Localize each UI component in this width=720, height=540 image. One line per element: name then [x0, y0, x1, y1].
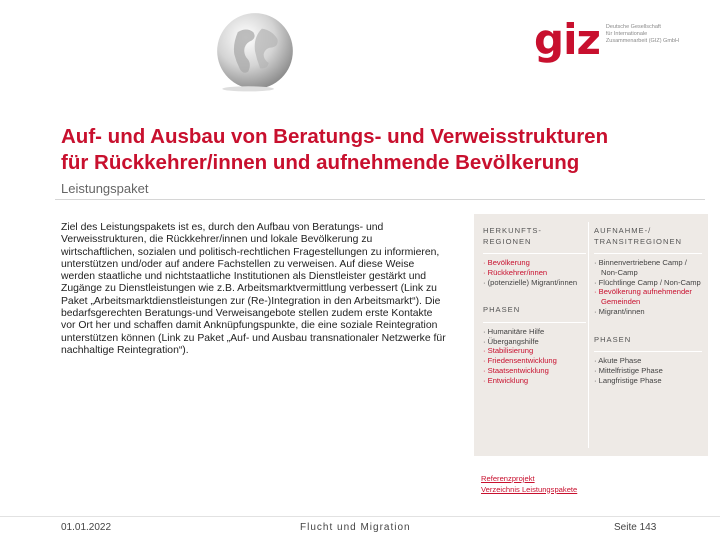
transit-phases-heading: PHASEN: [594, 334, 632, 344]
list-item: · Bevölkerung aufnehmender Gemeinden: [594, 287, 702, 307]
list-item: · Flüchtlinge Camp / Non-Camp: [594, 278, 702, 288]
transit-phases-list: [594, 356, 702, 385]
column-divider: [594, 253, 702, 254]
list-item: · Staatsentwicklung: [483, 366, 586, 376]
footer-divider: [0, 516, 720, 517]
title-line-2: für Rückkehrer/innen und aufnehmende Bevölkerung: [61, 151, 580, 174]
column-divider: [594, 351, 702, 352]
list-item: · Entwicklung: [483, 376, 586, 386]
reference-project-link[interactable]: Referenzprojekt: [481, 474, 535, 483]
links: [481, 474, 577, 495]
footer-date: 01.01.2022: [61, 522, 112, 533]
page-title: [61, 124, 711, 176]
list-item: · Langfristige Phase: [594, 376, 702, 386]
logo-line-3: Zusammenarbeit (GIZ) GmbH: [605, 38, 679, 44]
giz-logo: [534, 15, 679, 64]
logo-line-1: Deutsche Gesellschaft: [605, 24, 661, 30]
list-item: · Akute Phase: [594, 356, 702, 366]
list-item: · (potenzielle) Migrant/innen: [483, 278, 586, 288]
origin-phases-heading: PHASEN: [483, 305, 521, 315]
list-item: · Stabilisierung: [483, 346, 586, 356]
logo-mark: giz: [534, 15, 600, 64]
logo-text: [606, 24, 678, 45]
list-item: · Binnenvertriebene Camp / Non-Camp: [594, 258, 702, 278]
column-separator: [588, 222, 589, 448]
title-line-1: Auf- und Ausbau von Beratungs- und Verweisstrukturen: [61, 125, 609, 148]
transit-regions-heading: AUFNAHME-/ TRANSITREGIONEN: [594, 226, 682, 246]
list-item: · Bevölkerung: [483, 258, 586, 268]
column-divider: [483, 253, 586, 254]
footer-topic: Flucht und Migration: [300, 522, 411, 533]
list-item: · Migrant/innen: [594, 307, 702, 317]
package-index-link[interactable]: Verzeichnis Leistungspakete: [481, 484, 578, 494]
column-divider: [483, 322, 586, 323]
list-item: · Humanitäre Hilfe: [483, 327, 586, 337]
origin-regions-list: [483, 258, 586, 287]
divider: [55, 199, 705, 200]
list-item: · Friedensentwicklung: [483, 356, 586, 366]
info-box: [474, 214, 708, 456]
logo-line-2: für Internationale: [605, 31, 648, 37]
list-item: · Rückkehrer/innen: [483, 268, 586, 278]
transit-regions-list: [594, 258, 702, 317]
list-item: · Übergangshilfe: [483, 337, 586, 347]
origin-regions-column: [483, 214, 586, 386]
transit-regions-column: [594, 214, 702, 386]
origin-phases-list: [483, 327, 586, 386]
page-subtitle: Leistungspaket: [61, 181, 149, 196]
footer-page-number: Seite 143: [614, 522, 657, 533]
list-item: · Mittelfristige Phase: [594, 366, 702, 376]
origin-regions-heading: HERKUNFTS- REGIONEN: [483, 226, 542, 246]
description-text: Ziel des Leistungspakets ist es, durch den Aufbau von Beratungs- und Verweisstrukturen, die Rückkehrer/innen und lokale Bevölkerung zu wirtschaftlichen, sozialen und politisch-rechtlichen Fragestellungen zu informieren, unterstützen und/oder auf andere Fachstellen zu verweisen. Auf diese Weise werden staatliche und nichtstaatliche Institutionen als Dienstleister gestärkt und Zugänge zu Dienstleistungen wie z.B. Arbeitsmarktvermittlung verbessert (Link zu Paket „Arbeitsmarktdienstleistungen zur (Re-)Integration in den Arbeitsmarkt“). Die bedarfsgerechten Beratungs-und Verweisangebote stellen zudem erste Kontakte vor Ort her und schaffen damit Anknüpfungspunkte, die eine soziale Reintegration unterstützen können (Link zu Paket „Auf- und Ausbau transnationaler Netzwerke für nachhaltige Reintegration“).: [61, 222, 446, 356]
globe-icon: [212, 8, 298, 94]
